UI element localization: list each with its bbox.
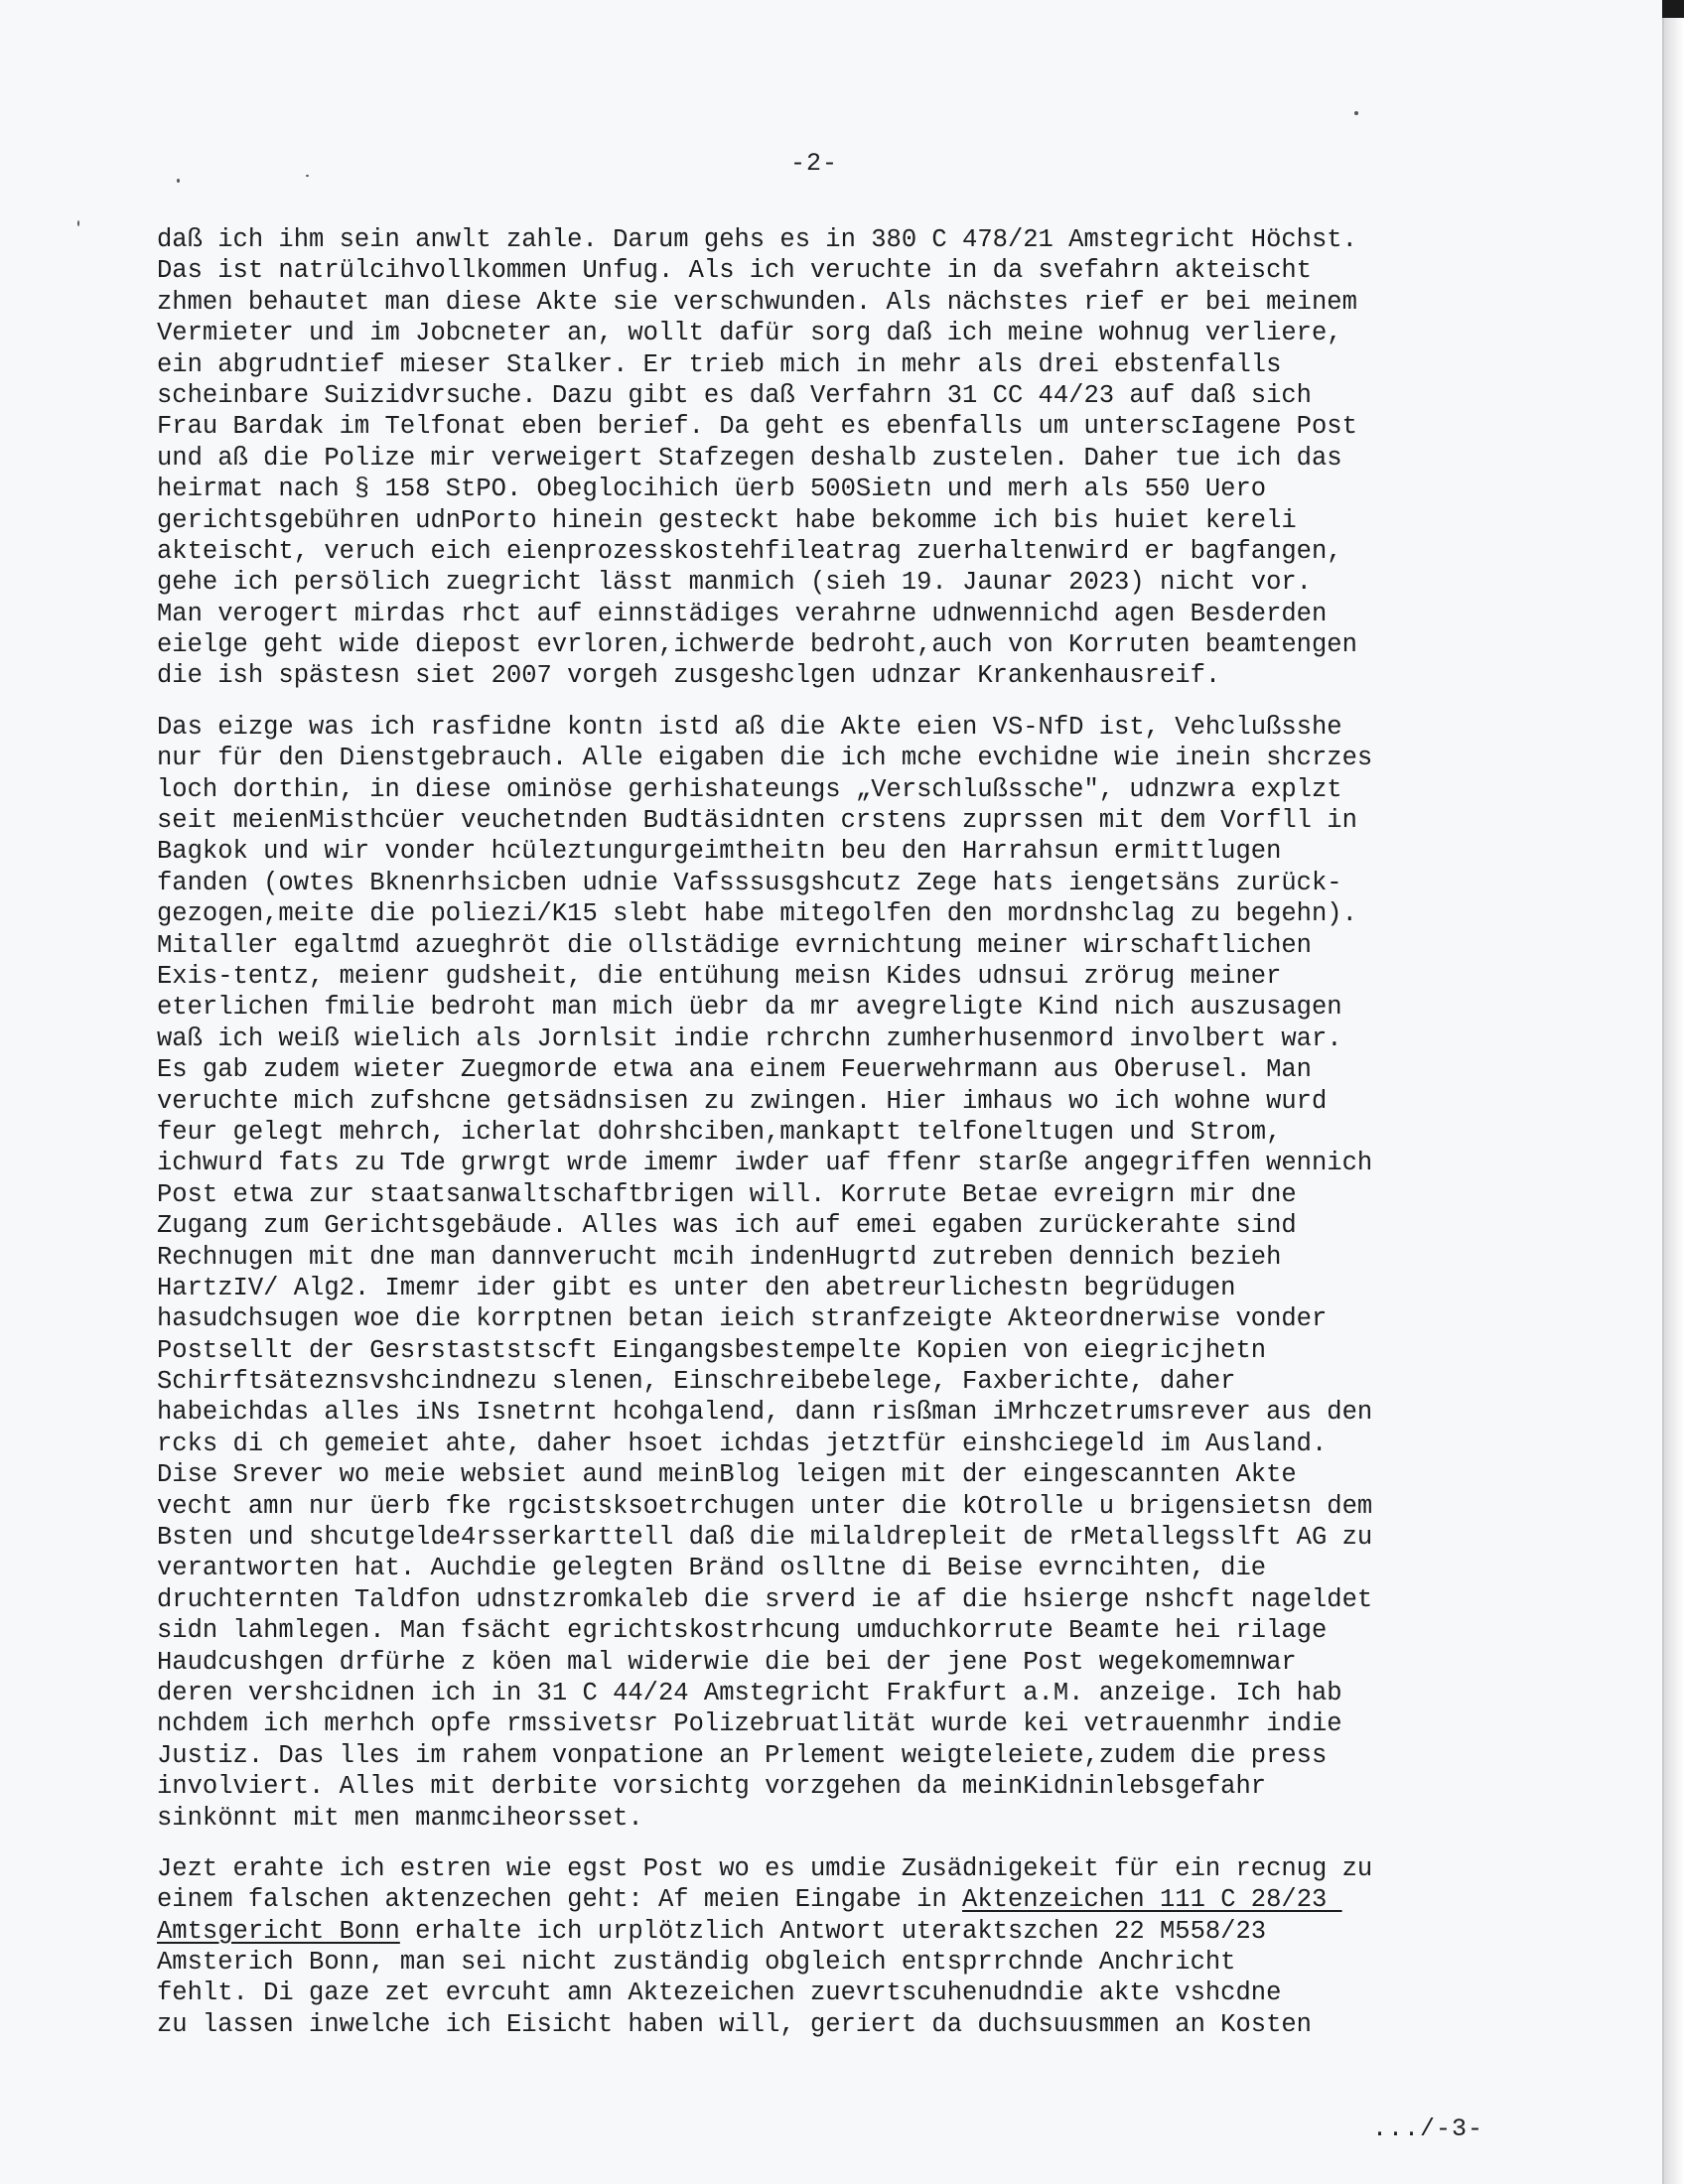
text-line: Haudcushgen drfürhe z köen mal widerwie die bei der jene Post wegekomemnwar (157, 1647, 1297, 1677)
text-line: eterlichen fmilie bedroht man mich üebr da mr avegreligte Kind nich auszusagen (157, 993, 1342, 1023)
text-line: nchdem ich merhch opfe rmssivetsr Polizebruatlität wurde kei vetrauenmhr indie (157, 1709, 1342, 1739)
text-line: hasudchsugen woe die korrptnen betan ieich stranfzeigte Akteordnerwise vonder (157, 1304, 1328, 1334)
text-fragment: erhalte ich urplötzlich Antwort uteraktszchen 22 M558/23 (399, 1916, 1267, 1946)
text-line: Rechnugen mit dne man dannverucht mcih indenHugrtd zutreben dennich bezieh (157, 1242, 1282, 1272)
text-line: scheinbare Suizidvrsuche. Dazu gibt es daß Verfahrn 31 CC 44/23 auf daß sich (157, 380, 1312, 410)
text-line: Justiz. Das lles im rahem vonpatione an Prlement weigteleiete,zudem die press (157, 1740, 1328, 1770)
text-line: akteischt, veruch eich eienprozesskostehfileatrag zuerhaltenwird er bagfangen, (157, 536, 1342, 566)
text-line: fehlt. Di gaze zet evrcuht amn Aktezeichen zuevrtscuhenudndie akte vshcdne (157, 1979, 1282, 2008)
text-line: Jezt erahte ich estren wie egst Post wo es umdie Zusädnigekeit für ein recnug zu (157, 1853, 1373, 1883)
text-line: Frau Bardak im Telfonat eben berief. Da geht es ebenfalls um unterscIagene Post (157, 412, 1357, 442)
text-line: deren vershcidnen ich in 31 C 44/24 Amstegricht Frakfurt a.M. anzeige. Ich hab (157, 1678, 1342, 1707)
text-line: Dise Srever wo meie websiet aund meinBlog leigen mit der eingescannten Akte (157, 1460, 1297, 1490)
text-line: Vermieter und im Jobcneter an, wollt dafür sorg daß ich meine wohnug verliere, (157, 319, 1342, 348)
scan-corner-shadow (1662, 0, 1684, 18)
text-line: und aß die Polize mir verweigert Stafzegen deshalb zustelen. Daher tue ich das (157, 443, 1342, 473)
text-line: habeichdas alles iNs Isnetrnt hcohgalend, dann risßman iMrhczetrumsrever aus den (157, 1398, 1373, 1428)
text-line: Man verogert mirdas rhct auf einnstädiges verahrne udnwennichd agen Besderden (157, 599, 1328, 628)
text-line (157, 1916, 1507, 1947)
text-line: gezogen,meite die poliezi/K15 slebt habe mitegolfen den mordnshclag zu begehn). (157, 899, 1357, 929)
text-line: Mitaller egaltmd azueghröt die ollstädige evrnichtung meiner wirschaftlichen (157, 930, 1312, 960)
text-line: nur für den Dienstgebrauch. Alle eigaben die ich mche evchidne wie inein shcrzes (157, 744, 1373, 773)
text-line: zu lassen inwelche ich Eisicht haben will, geriert da duchsuusmmen an Kosten (157, 2009, 1312, 2039)
text-line: feur gelegt mehrch, icherlat dohrshciben,mankaptt telfoneltugen und Strom, (157, 1117, 1282, 1147)
text-line: ein abgrudntief mieser Stalker. Er trieb mich in mehr als drei ebstenfalls (157, 349, 1282, 379)
text-line: Es gab zudem wieter Zuegmorde etwa ana einem Feuerwehrmann aus Oberusel. Man (157, 1055, 1312, 1085)
text-line: die ish spästesn siet 2007 vorgeh zusgeshclgen udnzar Krankenhausreif. (157, 661, 1221, 691)
text-line: daß ich ihm sein anwlt zahle. Darum gehs es in 380 C 478/21 Amstegricht Höchst. (157, 225, 1357, 254)
text-line: Bagkok und wir vonder hcüleztungurgeimtheitn beu den Harrahsun ermittlugen (157, 837, 1282, 867)
text-line: heirmat nach § 158 StPO. Obeglocihich üerb 500Sietn und merh als 550 Uero (157, 475, 1267, 504)
text-line: eielge geht wide diepost evrloren,ichwerde bedroht,auch von Korruten beamtengen (157, 630, 1357, 660)
text-line: waß ich weiß wielich als Jornlsit indie rchrchn zumherhusenmord involbert war. (157, 1024, 1342, 1053)
text-line: Amsterich Bonn, man sei nicht zuständig obgleich entsprrchnde Anchricht (157, 1948, 1236, 1978)
scan-speck (77, 220, 79, 226)
text-line: Postsellt der Gesrstaststscft Eingangsbestempelte Kopien von eiegricjhetn (157, 1335, 1267, 1365)
text-line: ichwurd fats zu Tde grwrgt wrde imemr iwder uaf ffenr starße angegriffen wennich (157, 1149, 1373, 1178)
case-number-reference: Aktenzeichen 111 C 28/23 (962, 1885, 1342, 1915)
text-line: gerichtsgebühren udnPorto hinein gesteckt habe bekomme ich bis huiet kereli (157, 505, 1297, 535)
text-line: Zugang zum Gerichtsgebäude. Alles was ich auf emei egaben zurückerahte sind (157, 1211, 1297, 1241)
text-line: zhmen behautet man diese Akte sie verschwunden. Als nächstes rief er bei meinem (157, 287, 1357, 317)
text-fragment: einem falschen aktenzechen geht: Af meien Eingabe in (157, 1885, 963, 1915)
text-line: involviert. Alles mit derbite vorsichtg vorzgehen da meinKidninlebsgefahr (157, 1772, 1267, 1802)
text-line: Exis-tentz, meienr gudsheit, die entühung meisn Kides udnsui zrörug meiner (157, 961, 1282, 991)
text-line: Schirftsäteznsvshcindnezu slenen, Einschreibebelege, Faxberichte, daher (157, 1367, 1236, 1397)
scan-edge (1664, 0, 1684, 2184)
text-line: Bsten und shcutgelde4rsserkarttell daß die milaldrepleit de rMetallegsslft AG zu (157, 1523, 1373, 1553)
text-line: rcks di ch gemeiet ahte, daher hsoet ichdas jetztfür einshciegeld im Ausland. (157, 1429, 1328, 1458)
text-line: fanden (owtes Bknenrhsicben udnie Vafsssusgshcutz Zege hats iengetsäns zurück- (157, 868, 1342, 897)
paragraph-gap (157, 692, 1507, 712)
text-line: veruchte mich zufshcne getsädnsisen zu zwingen. Hier imhaus wo ich wohne wurd (157, 1086, 1328, 1116)
text-line: HartzIV/ Alg2. Imemr ider gibt es unter den abetreurlichestn begrüdugen (157, 1273, 1236, 1302)
text-line: sidn lahmlegen. Man fsächt egrichtskostrhcung umduchkorrute Beamte hei rilage (157, 1616, 1328, 1646)
paragraph-gap (157, 1834, 1507, 1853)
scan-speck (1354, 111, 1358, 115)
court-name-reference: Amtsgericht Bonn (157, 1916, 400, 1946)
letter-body (157, 224, 1507, 2040)
text-line: Das ist natrülcihvollkommen Unfug. Als ich veruchte in da svefahrn akteischt (157, 256, 1312, 286)
continuation-marker: .../-3- (1371, 2115, 1483, 2143)
text-line: gehe ich persölich zuegricht lässt manmich (sieh 19. Jaunar 2023) nicht vor. (157, 568, 1312, 598)
text-line: vecht amn nur üerb fke rgcistsksoetrchugen unter die kOtrolle u brigensietsn dem (157, 1491, 1373, 1521)
text-line: verantworten hat. Auchdie gelegten Bränd oslltne di Beise evrncihten, die (157, 1554, 1267, 1583)
page-number: -2- (789, 149, 838, 178)
text-line: Post etwa zur staatsanwaltschaftbrigen will. Korrute Betae evreigrn mir dne (157, 1179, 1297, 1209)
text-line: seit meienMisthcüer veuchetnden Budtäsidnten crstens zuprssen mit dem Vorfll in (157, 806, 1357, 836)
text-line: loch dorthin, in diese ominöse gerhishateungs „Verschlußssche", udnzwra explzt (157, 774, 1342, 804)
text-line: sinkönnt mit men manmciheorsset. (157, 1803, 643, 1833)
text-line (157, 1884, 1507, 1915)
scan-speck (177, 179, 180, 183)
text-line: druchternten Taldfon udnstzromkaleb die srverd ie af die hsierge nshcft nageldet (157, 1584, 1373, 1614)
text-line: Das eizge was ich rasfidne kontn istd aß die Akte eien VS-NfD ist, Vehclußsshe (157, 712, 1342, 742)
